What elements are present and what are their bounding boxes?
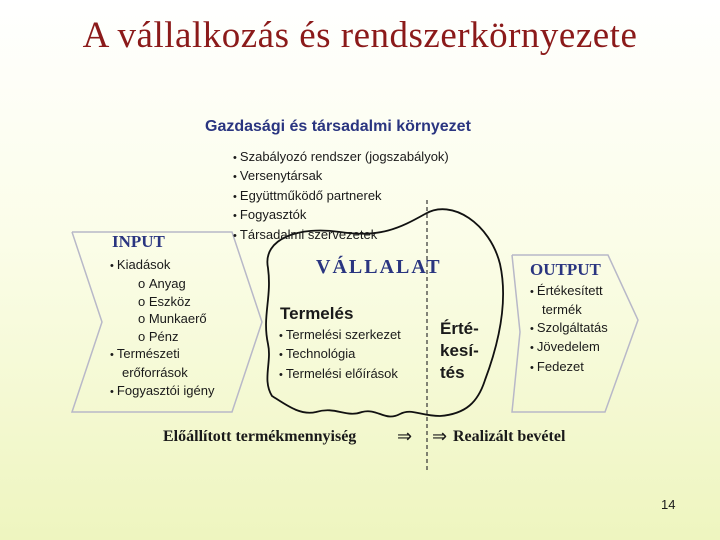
page-title: A vállalkozás és rendszerkörnyezete (82, 15, 638, 56)
sales-label-line: Érté- (440, 319, 479, 338)
input-item-expenses: • Kiadások (110, 256, 214, 275)
implies-arrow-icon: ⇒ (432, 426, 448, 447)
output-list (530, 282, 608, 377)
input-title: INPUT (112, 232, 165, 251)
environment-title: Gazdasági és társadalmi környezet (205, 118, 471, 135)
input-item-natural: • Természeti (110, 345, 214, 364)
production-item: • Technológia (279, 345, 401, 364)
environment-item: • Együttműködő partnerek (233, 187, 449, 206)
input-subitem: o Anyag (110, 275, 214, 292)
output-item: • Fedezet (530, 358, 608, 377)
production-item: • Termelési előírások (279, 365, 401, 384)
environment-item: • Szabályozó rendszer (jogszabályok) (233, 148, 449, 167)
implies-arrow-icon: ⇒ (397, 426, 413, 447)
output-item: • Szolgáltatás (530, 319, 608, 338)
sales-label-line: tés (440, 363, 465, 382)
realized-revenue-label: Realizált bevétel (453, 428, 566, 445)
environment-item: • Versenytársak (233, 167, 449, 186)
output-item-sold-product-cont: termék (542, 302, 582, 318)
sales-label (440, 318, 479, 384)
input-list (110, 256, 214, 401)
production-title: Termelés (280, 304, 354, 323)
page-number: 14 (661, 497, 676, 512)
production-list (279, 326, 401, 384)
input-item-demand: • Fogyasztói igény (110, 382, 214, 401)
environment-list (233, 148, 449, 245)
output-item-sold-product: • Értékesített (530, 282, 608, 301)
company-title: VÁLLALAT (316, 256, 442, 278)
sales-label-line: kesí- (440, 341, 479, 360)
production-item: • Termelési szerkezet (279, 326, 401, 345)
environment-item: • Fogyasztók (233, 206, 449, 225)
environment-item: • Társadalmi szervezetek (233, 226, 449, 245)
produced-quantity-label: Előállított termékmennyiség (163, 428, 357, 445)
output-item: • Jövedelem (530, 338, 608, 357)
input-subitem: o Pénz (110, 328, 214, 345)
input-subitem: o Eszköz (110, 293, 214, 310)
input-item-natural-cont: erőforrások (122, 365, 188, 381)
output-title: OUTPUT (530, 260, 601, 279)
input-subitem: o Munkaerő (110, 310, 214, 327)
